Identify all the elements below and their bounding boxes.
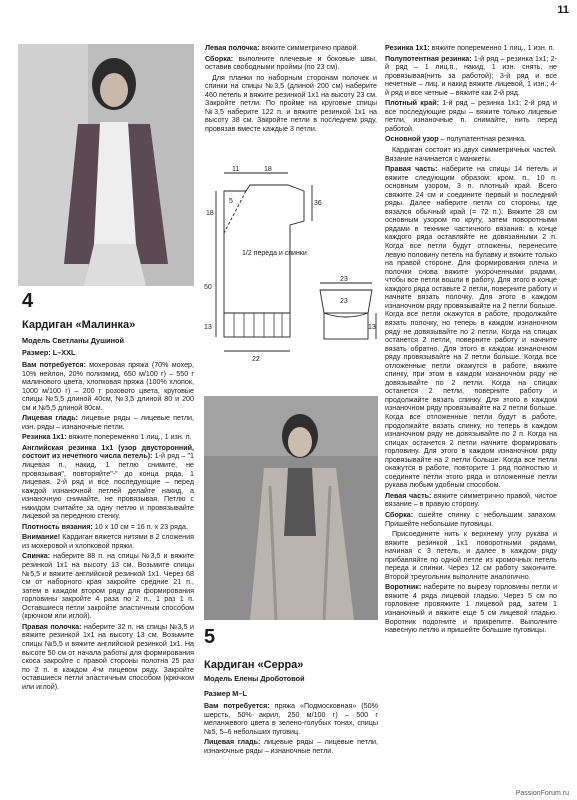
dim-label: 22 bbox=[252, 356, 260, 363]
para: Правая полочка: наберите 32 п. на спицы №3,5 и вяжите резинкой 1х1 на высоту 13 см. Возьмите спицы №5,5 и вяжите английской резинкой 1х1. На высоте 50 см от начала работы для формирования скоса закройте с правой стороны полотна 25 раз по 2 п. в каждом 4-м лицевом ряду. Закройте оставшиеся петли эластичным способом (крючком или иглой). bbox=[22, 622, 194, 691]
para: Вам потребуется: мохеровая пряжа (70% мохер, 10% нейлон, 20% полиэмид, 650 м/100 г) – 550 г малинового цвета, хлопковая пряжа (100% хлопок, 1000 м/100 г) – 200 г розового цвета, круговые спицы №5,5 длиной 40см, №3,5 длиной 80 и 200 см и №5,5 длиной 80см. bbox=[22, 361, 194, 412]
woman-cardigan-photo-icon bbox=[204, 396, 378, 620]
para: Кардиган состоит из двух симметричных частей. Вязание начинается с манжеты. bbox=[385, 146, 557, 163]
pattern-diagram bbox=[204, 163, 379, 385]
dim-label: 50 bbox=[204, 284, 212, 291]
para: Присоедините нить к верхнему углу рукава и вяжите резинкой 1х1 поворотными рядами, начиная с 3 петель, и далее в каждом ряду прибавляйте по одной петле из кромочных петель переда и спинки. Через 12 см работу закончите. Второй треугольник выполните аналогично. bbox=[385, 530, 557, 581]
dim-label: 18 bbox=[206, 210, 214, 217]
para: Сборка: выполните плечевые и боковые швы, оставив свободными проймы (по 23 см). bbox=[205, 54, 377, 72]
para: Вам потребуется: пряжа «Подмосковная» (50% шерсть, 50% акрил, 250 м/100 г) – 500 г меланжевого цвета в зелено-голубых тонах, спицы №5, 5–6 небольших пуговиц. bbox=[204, 702, 378, 736]
dim-label: 23 bbox=[340, 276, 348, 283]
para: Сборка: сшейте спинку с небольшим запахом. Пришейте небольшие пуговицы. bbox=[385, 510, 558, 528]
para: Лицевая гладь: лицевые ряды – лицевые петли, изн. ряды – изнаночные петли. bbox=[22, 414, 194, 431]
model-5-photo bbox=[204, 396, 378, 620]
para: Спинка: наберите 88 п. на спицы №3,5 и вяжите резинкой 1х1 на высоту 13 см. Возьмите спицы №5,5 и вяжите английской резинкой 1х1. Через 68 см от наборного края закройте средние 21 п., затем в каждом втором ряду для формирования горловины закройте 4 раза по 2 п., 1 раз 1 п. Оставшиеся петли закройте эластичным способом (крючком или иглой). bbox=[22, 552, 194, 621]
para: Основной узор – полупатентная резинка. bbox=[385, 135, 527, 144]
column-2-text bbox=[205, 44, 377, 135]
para: Левая полочка: вяжите симметрично правой. bbox=[205, 44, 359, 52]
model-4-number: 4 bbox=[22, 290, 34, 312]
model-4-instructions bbox=[22, 361, 194, 693]
model-5-number: 5 bbox=[204, 626, 216, 648]
para: Резинка 1х1: вяжите попеременно 1 лиц., 1 изн. п. bbox=[22, 433, 192, 442]
dim-label: 13 bbox=[204, 324, 212, 331]
para: Английская резинка 1х1 (узор двусторонний, состоит из нечетного числа петель): 1-й ряд – "1 лицевая п., накид, 1 петлю снимите, не провязывая", повторяйте"-" до конца ряда, 1 лицевая. 2-й ряд и все последующие – перед каждой изнаночной петлей делайте накид, а изнаночную снимайте, не провязывая. Петлю с накидом считайте за одну петлю и провязывайте лицевой за переднюю стенку. bbox=[22, 443, 194, 521]
model-4-photo bbox=[18, 44, 194, 286]
para: Правая часть: наберите на спицы 14 петель и вяжите следующим образом: кром. п., 10 п. основным узором, 3 п. плотный край. Всего свяжите 24 см и соедините первый и последний ряды. Далее наберите петли со стороны, где вязался обычный край (= 72 п.). Вяжите 28 см основным узором по кругу, затем поворотными рядами в технике частичного вязания: в конце каждого ряда оставляйте не довязанными 2 п. Когда все петли будут отложены, перенесите левую половину петель на булавку и вяжите только на правой стороне. Для формирования плеча и полочки снова вяжите укороченными рядами, чтобы все петли вошли в работу. Для этого в конце каждого ряда оставьте 2 петли, поверните работу и начните вязать полочку. Для этого в каждом изнаночном ряду провязывайте на 2 петли больше. Когда все петли окажутся в работе, продолжайте вязать полочку, но теперь в каждом изнаночном ряду не довязывайте по 2 петли. Когда на спицах останется 2 петли, поверните работу и начните вязать обратно. Для этого в каждом изнаночном ряду провязывайте на 2 петли больше. Когда все отложенные петли окажутся в работе, вяжите спинку, при этом в каждом изнаночном ряду не довязывайте по 2 петли. Когда на спицах останется 2 петли, поверните работу и продолжайте вязать спинку. Для этого в каждом изнаночном ряду провязывайте на 2 петли больше. Когда все отложенные петли будут в работе, продолжайте вязать спинку, но теперь в каждом изнаночном ряду не довязывайте по 2 п. Когда на спицах останется 2 петли начните формировать горловину. Для этого в каждом изнаночном ряду провязывайте на 2 петли больше. Когда все петли окажутся в работе, повторите 1 ряд полностью и соедините петли этого ряда и отложенные петли рукава любым удобным способом. bbox=[385, 165, 557, 490]
model-4-designer: Модель Светланы Душиной bbox=[22, 336, 124, 345]
dim-label: 23 bbox=[340, 298, 348, 305]
para: Левая часть: вяжите симметрично правой, чистое вязание – в правую сторону. bbox=[385, 491, 557, 509]
model-5-designer: Модель Елены Дроботовой bbox=[204, 674, 305, 683]
para: Воротник: наберите по вырезу горловины петли и вяжите 4 ряда лицевой гладью. Через 5 см по горловине провяжите 1 лицевой ряд, затем 1 изнаночный и вяжите еще 5 см лицевой гладью. Воротник подогните и прикрепите. Выполните навесную петлю и пришейте большие пуговицы. bbox=[385, 583, 557, 635]
dim-label: 5 bbox=[229, 198, 233, 205]
dim-label: 1/2 переда и спинки bbox=[242, 250, 307, 257]
dim-label: 11 bbox=[232, 166, 240, 173]
model-4-size: Размер: L–XXL bbox=[22, 348, 76, 357]
para: Плотность вязания: 10 х 10 см = 16 п. х 23 ряда. bbox=[22, 522, 188, 531]
dim-label: 36 bbox=[314, 200, 322, 207]
para: Резинка 1х1: вяжите попеременно 1 лиц., 1 изн. п. bbox=[385, 44, 555, 52]
para: Плотный край: 1-й ряд – резинка 1х1; 2-й ряд и все последующие ряды – вяжите только лицевые петли, изнаночные п. снимайте, нить перед работой. bbox=[385, 99, 557, 133]
model-4-title: Кардиган «Малинка» bbox=[22, 319, 136, 331]
dim-label: 18 bbox=[264, 166, 272, 173]
watermark: PassionForum.ru bbox=[515, 790, 569, 797]
model-5-size: Размер M–L bbox=[204, 689, 247, 698]
woman-cardigan-photo-icon bbox=[18, 44, 194, 286]
para: Для планки по наборным сторонам полочек и спинки на спицы №3,5 (длиной 200 см) наберите 460 петель и вяжите резинкой 1х1 на высоту 23 см. Закройте петли. По пройме на круговые спицы №3,5 наберите 122 п. и вяжите резинкой 1х1 на высоту 38 см. Закройте петли в последнем ряду, провязав вместе каждые 3 петли. bbox=[205, 73, 377, 133]
dim-label: 13 bbox=[368, 324, 376, 331]
para: Полупотентная резинка: 1-й ряд – резинка 1х1; 2-й ряд – 1 лиц.п., накид, 1 изн. снять, не провязывая(нить за работой); 3-й ряд и все нечетные – лиц. и накид вяжите лицевой, 1 изн.; 4-й ряд и все четные – вяжите как 2-й ряд. bbox=[385, 54, 557, 97]
model-5-instructions bbox=[204, 702, 378, 757]
front-back-outline bbox=[224, 185, 304, 313]
page-number: 11 bbox=[557, 4, 569, 16]
model-5-title: Кардиган «Серра» bbox=[204, 659, 304, 671]
column-3-text bbox=[385, 44, 557, 637]
para: Лицевая гладь: лицевые ряды – лицевые петли, изнаночные ряды – изнаночные петли. bbox=[204, 738, 379, 755]
para: Внимание! Кардиган вяжется нитями в 2 сложения из мохеровой и хлопковой пряжи. bbox=[22, 533, 194, 550]
